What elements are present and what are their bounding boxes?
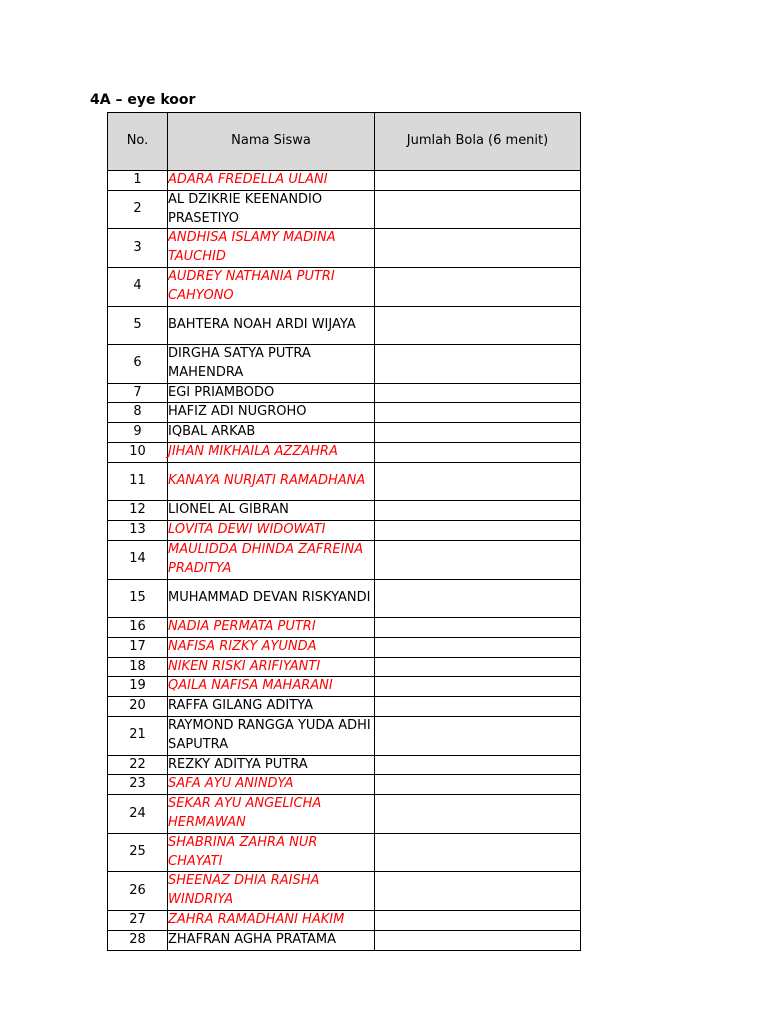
student-number: 18 [108, 657, 168, 677]
ball-count-cell[interactable] [375, 911, 581, 931]
student-number: 25 [108, 833, 168, 872]
ball-count-cell[interactable] [375, 462, 581, 501]
student-number: 3 [108, 229, 168, 268]
table-row [108, 403, 581, 423]
student-name: ZHAFRAN AGHA PRATAMA [168, 930, 375, 950]
table-row [108, 618, 581, 638]
table-row [108, 911, 581, 931]
table-row [108, 501, 581, 521]
student-name: AL DZIKRIE KEENANDIO PRASETIYO [168, 190, 375, 229]
table-body [108, 171, 581, 951]
student-name: MUHAMMAD DEVAN RISKYANDI [168, 579, 375, 618]
student-number: 22 [108, 755, 168, 775]
ball-count-cell[interactable] [375, 345, 581, 384]
table-row [108, 171, 581, 191]
table-row [108, 229, 581, 268]
student-number: 10 [108, 443, 168, 463]
student-number: 16 [108, 618, 168, 638]
ball-count-cell[interactable] [375, 190, 581, 229]
student-name: NIKEN RISKI ARIFIYANTI [168, 657, 375, 677]
student-name: RAFFA GILANG ADITYA [168, 697, 375, 717]
student-number: 5 [108, 306, 168, 345]
table-row [108, 423, 581, 443]
student-name: NADIA PERMATA PUTRI [168, 618, 375, 638]
student-number: 17 [108, 637, 168, 657]
column-header-no: No. [108, 113, 168, 171]
table-row [108, 637, 581, 657]
table-row [108, 190, 581, 229]
table-row [108, 267, 581, 306]
ball-count-cell[interactable] [375, 755, 581, 775]
student-number: 4 [108, 267, 168, 306]
student-name: SAFA AYU ANINDYA [168, 775, 375, 795]
table-row [108, 930, 581, 950]
ball-count-cell[interactable] [375, 540, 581, 579]
table-row [108, 306, 581, 345]
student-name: JIHAN MIKHAILA AZZAHRA [168, 443, 375, 463]
student-name: EGI PRIAMBODO [168, 383, 375, 403]
column-header-count: Jumlah Bola (6 menit) [375, 113, 581, 171]
table-row [108, 755, 581, 775]
table-row [108, 443, 581, 463]
student-name: HAFIZ ADI NUGROHO [168, 403, 375, 423]
column-header-name: Nama Siswa [168, 113, 375, 171]
student-number: 24 [108, 795, 168, 834]
student-name: SEKAR AYU ANGELICHA HERMAWAN [168, 795, 375, 834]
ball-count-cell[interactable] [375, 423, 581, 443]
ball-count-cell[interactable] [375, 657, 581, 677]
table-row [108, 462, 581, 501]
student-number: 28 [108, 930, 168, 950]
ball-count-cell[interactable] [375, 717, 581, 756]
student-number: 6 [108, 345, 168, 384]
ball-count-cell[interactable] [375, 501, 581, 521]
table-row [108, 775, 581, 795]
ball-count-cell[interactable] [375, 872, 581, 911]
student-name: NAFISA RIZKY AYUNDA [168, 637, 375, 657]
student-number: 9 [108, 423, 168, 443]
table-header [108, 113, 581, 171]
table-row [108, 795, 581, 834]
table-row [108, 579, 581, 618]
table-header-row [108, 113, 581, 171]
student-name: ANDHISA ISLAMY MADINA TAUCHID [168, 229, 375, 268]
student-name: DIRGHA SATYA PUTRA MAHENDRA [168, 345, 375, 384]
student-number: 26 [108, 872, 168, 911]
ball-count-cell[interactable] [375, 443, 581, 463]
student-name: AUDREY NATHANIA PUTRI CAHYONO [168, 267, 375, 306]
ball-count-cell[interactable] [375, 521, 581, 541]
student-number: 7 [108, 383, 168, 403]
student-number: 27 [108, 911, 168, 931]
ball-count-cell[interactable] [375, 775, 581, 795]
student-name: LIONEL AL GIBRAN [168, 501, 375, 521]
table-row [108, 540, 581, 579]
ball-count-cell[interactable] [375, 383, 581, 403]
table-row [108, 872, 581, 911]
student-name: ADARA FREDELLA ULANI [168, 171, 375, 191]
student-table [107, 112, 581, 951]
ball-count-cell[interactable] [375, 267, 581, 306]
table-row [108, 833, 581, 872]
ball-count-cell[interactable] [375, 579, 581, 618]
table-row [108, 697, 581, 717]
ball-count-cell[interactable] [375, 171, 581, 191]
ball-count-cell[interactable] [375, 637, 581, 657]
student-name: SHABRINA ZAHRA NUR CHAYATI [168, 833, 375, 872]
student-name: ZAHRA RAMADHANI HAKIM [168, 911, 375, 931]
table-row [108, 383, 581, 403]
ball-count-cell[interactable] [375, 229, 581, 268]
table-row [108, 345, 581, 384]
student-name: REZKY ADITYA PUTRA [168, 755, 375, 775]
student-name: QAILA NAFISA MAHARANI [168, 677, 375, 697]
ball-count-cell[interactable] [375, 795, 581, 834]
student-number: 1 [108, 171, 168, 191]
student-number: 12 [108, 501, 168, 521]
student-number: 14 [108, 540, 168, 579]
student-name: MAULIDDA DHINDA ZAFREINA PRADITYA [168, 540, 375, 579]
student-number: 20 [108, 697, 168, 717]
ball-count-cell[interactable] [375, 833, 581, 872]
ball-count-cell[interactable] [375, 618, 581, 638]
student-number: 23 [108, 775, 168, 795]
student-number: 2 [108, 190, 168, 229]
student-name: SHEENAZ DHIA RAISHA WINDRIYA [168, 872, 375, 911]
student-name: KANAYA NURJATI RAMADHANA [168, 462, 375, 501]
ball-count-cell[interactable] [375, 930, 581, 950]
table-row [108, 677, 581, 697]
student-number: 8 [108, 403, 168, 423]
ball-count-cell[interactable] [375, 306, 581, 345]
student-number: 19 [108, 677, 168, 697]
ball-count-cell[interactable] [375, 697, 581, 717]
student-number: 15 [108, 579, 168, 618]
student-number: 21 [108, 717, 168, 756]
student-number: 11 [108, 462, 168, 501]
student-number: 13 [108, 521, 168, 541]
table-row [108, 657, 581, 677]
ball-count-cell[interactable] [375, 403, 581, 423]
ball-count-cell[interactable] [375, 677, 581, 697]
document-title: 4A – eye koor [90, 92, 196, 108]
student-name: IQBAL ARKAB [168, 423, 375, 443]
table-row [108, 521, 581, 541]
student-name: LOVITA DEWI WIDOWATI [168, 521, 375, 541]
student-name: RAYMOND RANGGA YUDA ADHI SAPUTRA [168, 717, 375, 756]
student-name: BAHTERA NOAH ARDI WIJAYA [168, 306, 375, 345]
table-row [108, 717, 581, 756]
